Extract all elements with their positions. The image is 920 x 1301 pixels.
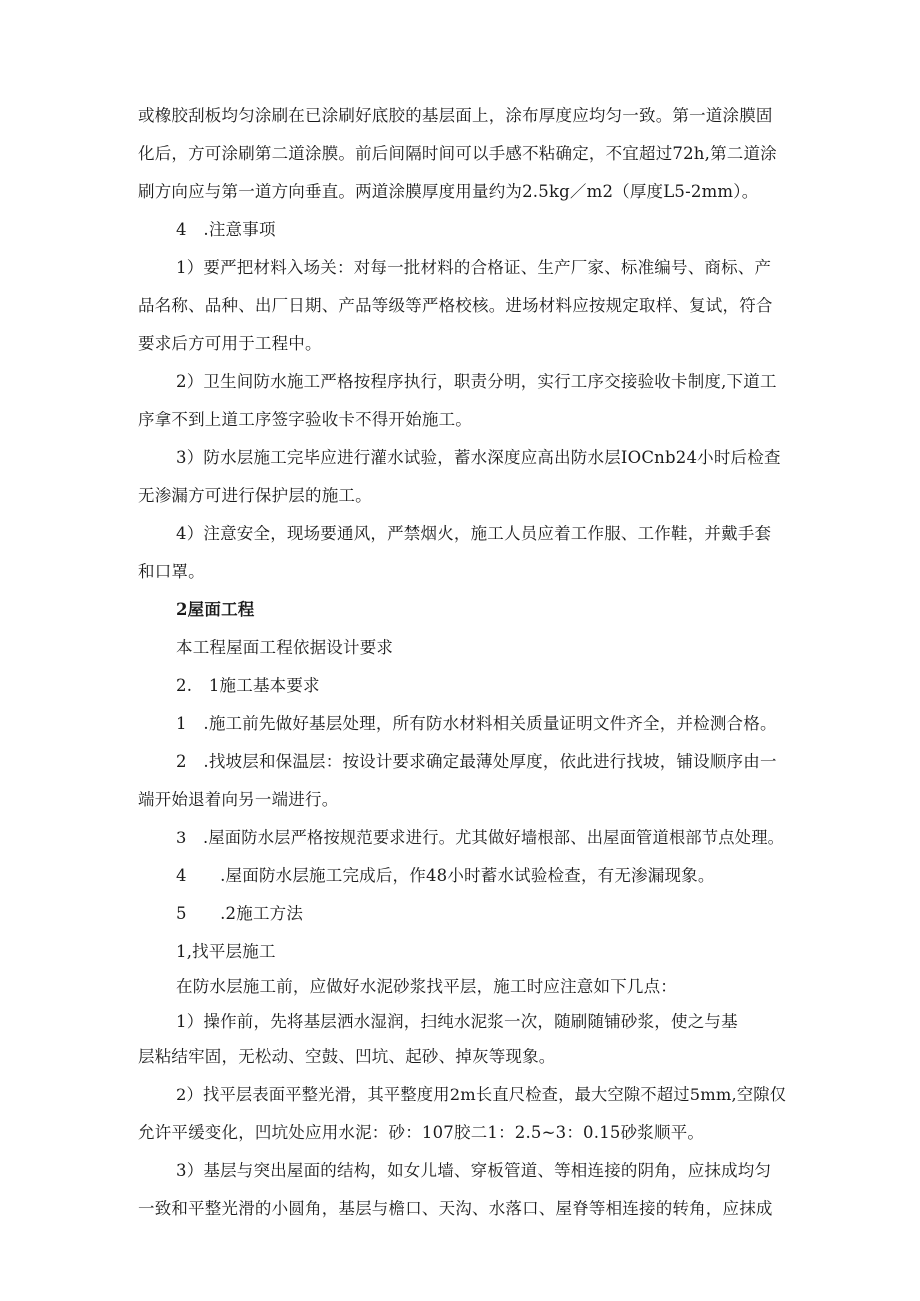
text-line: 本工程屋面工程依据设计要求 xyxy=(176,638,394,657)
text-line: 无渗漏方可进行保护层的施工。 xyxy=(138,486,372,505)
text-line: 和口罩。 xyxy=(138,562,205,581)
text-line: 3 .屋面防水层严格按规范要求进行。尤其做好墙根部、出屋面管道根部节点处理。 xyxy=(176,828,785,847)
subsection-heading: 2. 1施工基本要求 xyxy=(176,676,320,695)
text-line: 4 .屋面防水层施工完成后，作48小时蓄水试验检查，有无渗漏现象。 xyxy=(176,866,715,885)
text-line: 1 .施工前先做好基层处理，所有防水材料相关质量证明文件齐全，并检测合格。 xyxy=(176,714,777,733)
text-line: 3）防水层施工完毕应进行灌水试验，蓄水深度应高出防水层IOCnb24小时后检查 xyxy=(176,448,781,467)
subsection-heading: 5 .2施工方法 xyxy=(176,904,304,923)
text-line: 在防水层施工前，应做好水泥砂浆找平层，施工时应注意如下几点： xyxy=(176,977,677,996)
text-line: 2 .找坡层和保温层：按设计要求确定最薄处厚度，依此进行找坡，铺设顺序由一 xyxy=(176,752,777,771)
text-line: 3）基层与突出屋面的结构，如女儿墙、穿板管道、等相连接的阴角，应抹成均匀 xyxy=(176,1161,772,1180)
subsection-heading: 1,找平层施工 xyxy=(176,942,276,961)
text-line: 1）要严把材料入场关：对每一批材料的合格证、生产厂家、标准编号、商标、产 xyxy=(176,258,772,277)
text-line: 2）找平层表面平整光滑，其平整度用2m长直尺检查，最大空隙不超过5mm,空隙仅 xyxy=(176,1085,787,1104)
chapter-heading: 2屋面工程 xyxy=(176,600,255,619)
text-line: 2）卫生间防水施工严格按程序执行，职责分明，实行工序交接验收卡制度,下道工 xyxy=(176,372,777,391)
text-line: 端开始退着向另一端进行。 xyxy=(138,790,339,809)
text-line: 化后，方可涂刷第二道涂膜。前后间隔时间可以手感不粘确定，不宜超过72h,第二道涂 xyxy=(138,144,777,163)
text-line: 4）注意安全，现场要通风，严禁烟火，施工人员应着工作服、工作鞋，并戴手套 xyxy=(176,524,772,543)
text-line: 品名称、品种、出厂日期、产品等级等严格校核。进场材料应按规定取样、复试，符合 xyxy=(138,296,773,315)
section-heading: 4 .注意事项 xyxy=(176,220,276,239)
text-line: 要求后方可用于工程中。 xyxy=(138,334,322,353)
text-line: 序拿不到上道工序签字验收卡不得开始施工。 xyxy=(138,410,472,429)
text-line: 层粘结牢固，无松动、空鼓、凹坑、起砂、掉灰等现象。 xyxy=(138,1047,556,1066)
text-line: 1）操作前，先将基层洒水湿润，扫纯水泥浆一次，随刷随铺砂浆，使之与基 xyxy=(176,1012,738,1031)
text-line: 刷方向应与第一道方向垂直。两道涂膜厚度用量约为2.5kg／m2（厚度L5-2mm）。 xyxy=(138,182,759,201)
text-line: 或橡胶刮板均匀涂刷在已涂刷好底胶的基层面上，涂布厚度应均匀一致。第一道涂膜固 xyxy=(138,106,773,125)
text-line: 一致和平整光滑的小圆角，基层与檐口、天沟、水落口、屋脊等相连接的转角，应抹成 xyxy=(138,1199,773,1218)
text-line: 允许平缓变化，凹坑处应用水泥：砂：107胶二1：2.5~3：0.15砂浆顺平。 xyxy=(138,1123,705,1142)
